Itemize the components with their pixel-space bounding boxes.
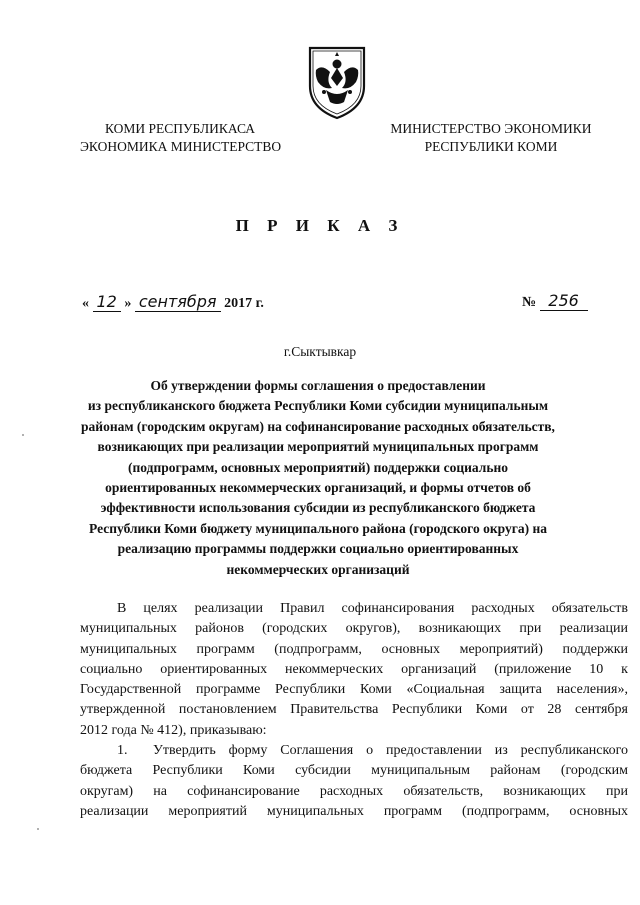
order-number <box>522 292 588 311</box>
order-number-label: № <box>522 295 537 310</box>
subject-line: возникающих при реализации мероприятий муниципальных программ <box>97 439 539 455</box>
preamble-line: муниципальных программ (подпрограмм, основных мероприятий) поддержки <box>80 641 628 657</box>
date-month: сентября <box>135 293 221 312</box>
order-number-value: 256 <box>540 292 588 311</box>
preamble-line: Государственной программе Республики Коми «Социальная защита населения», <box>80 682 628 698</box>
header-left-line: ЭКОНОМИКА МИНИСТЕРСТВО <box>80 139 282 154</box>
item-1-first-line <box>80 741 628 761</box>
order-date <box>82 293 264 312</box>
item-1-first-line-text: Утвердить форму Соглашения о предоставлении из республиканского <box>153 743 628 759</box>
subject-line: районам (городским округам) на софинансирование расходных обязательств, <box>81 418 555 434</box>
header-left-ministry-name <box>80 120 280 156</box>
preamble-line: 2012 года № 412), приказываю: <box>80 722 267 738</box>
order-body <box>80 599 628 822</box>
subject-line: Об утверждении формы соглашения о предоставлении <box>150 378 486 393</box>
subject-line: эффективности использования субсидии из республиканского бюджета <box>100 500 536 516</box>
header-left-line: КОМИ РЕСПУБЛИКАСА <box>104 121 256 136</box>
date-day: 12 <box>93 293 121 312</box>
date-year: 2017 г. <box>224 296 264 311</box>
subject-line: Республики Коми бюджету муниципального района (городского округа) на <box>89 520 547 536</box>
preamble-line: В целях реализации Правил софинансирования расходных обязательств <box>117 601 628 616</box>
subject-line: (подпрограмм, основных мероприятий) поддержки социально <box>128 459 508 475</box>
header-right-line: РЕСПУБЛИКИ КОМИ <box>424 139 558 154</box>
coat-of-arms-icon <box>302 42 372 122</box>
subject-line: из республиканского бюджета Республики Коми субсидии муниципальным <box>87 398 549 414</box>
header-right-ministry-name <box>386 120 596 156</box>
preamble-line: муниципальных районов (городских округов), возникающих при реализации <box>80 621 628 637</box>
scan-speck <box>22 434 24 436</box>
preamble-line: утвержденной постановлением Правительства Республики Коми от 28 сентября <box>80 702 628 718</box>
subject-line: ориентированных некоммерческих организаций, и формы отчетов об <box>105 480 531 496</box>
city: г.Сыктывкар <box>283 344 357 359</box>
item-1-line: округам) на софинансирование расходных обязательств, возникающих при <box>80 783 628 799</box>
order-subject <box>80 376 556 580</box>
date-close-quote: » <box>124 296 132 311</box>
scan-speck <box>37 828 39 830</box>
subject-line: реализацию программы поддержки социально ориентированных <box>117 541 519 557</box>
item-1-line: бюджета Республики Коми субсидии муниципальным районам (городским <box>80 763 628 779</box>
item-1-line: реализации мероприятий муниципальных программ (подпрограмм, основных <box>80 803 628 819</box>
item-1-number: 1. <box>117 743 128 759</box>
preamble-line: социально ориентированных некоммерческих организаций (приложение 10 к <box>80 661 628 677</box>
subject-line: некоммерческих организаций <box>226 561 410 577</box>
date-open-quote: « <box>82 296 89 311</box>
document-title: П Р И К А З <box>235 216 405 235</box>
header-right-line: МИНИСТЕРСТВО ЭКОНОМИКИ <box>390 121 592 136</box>
